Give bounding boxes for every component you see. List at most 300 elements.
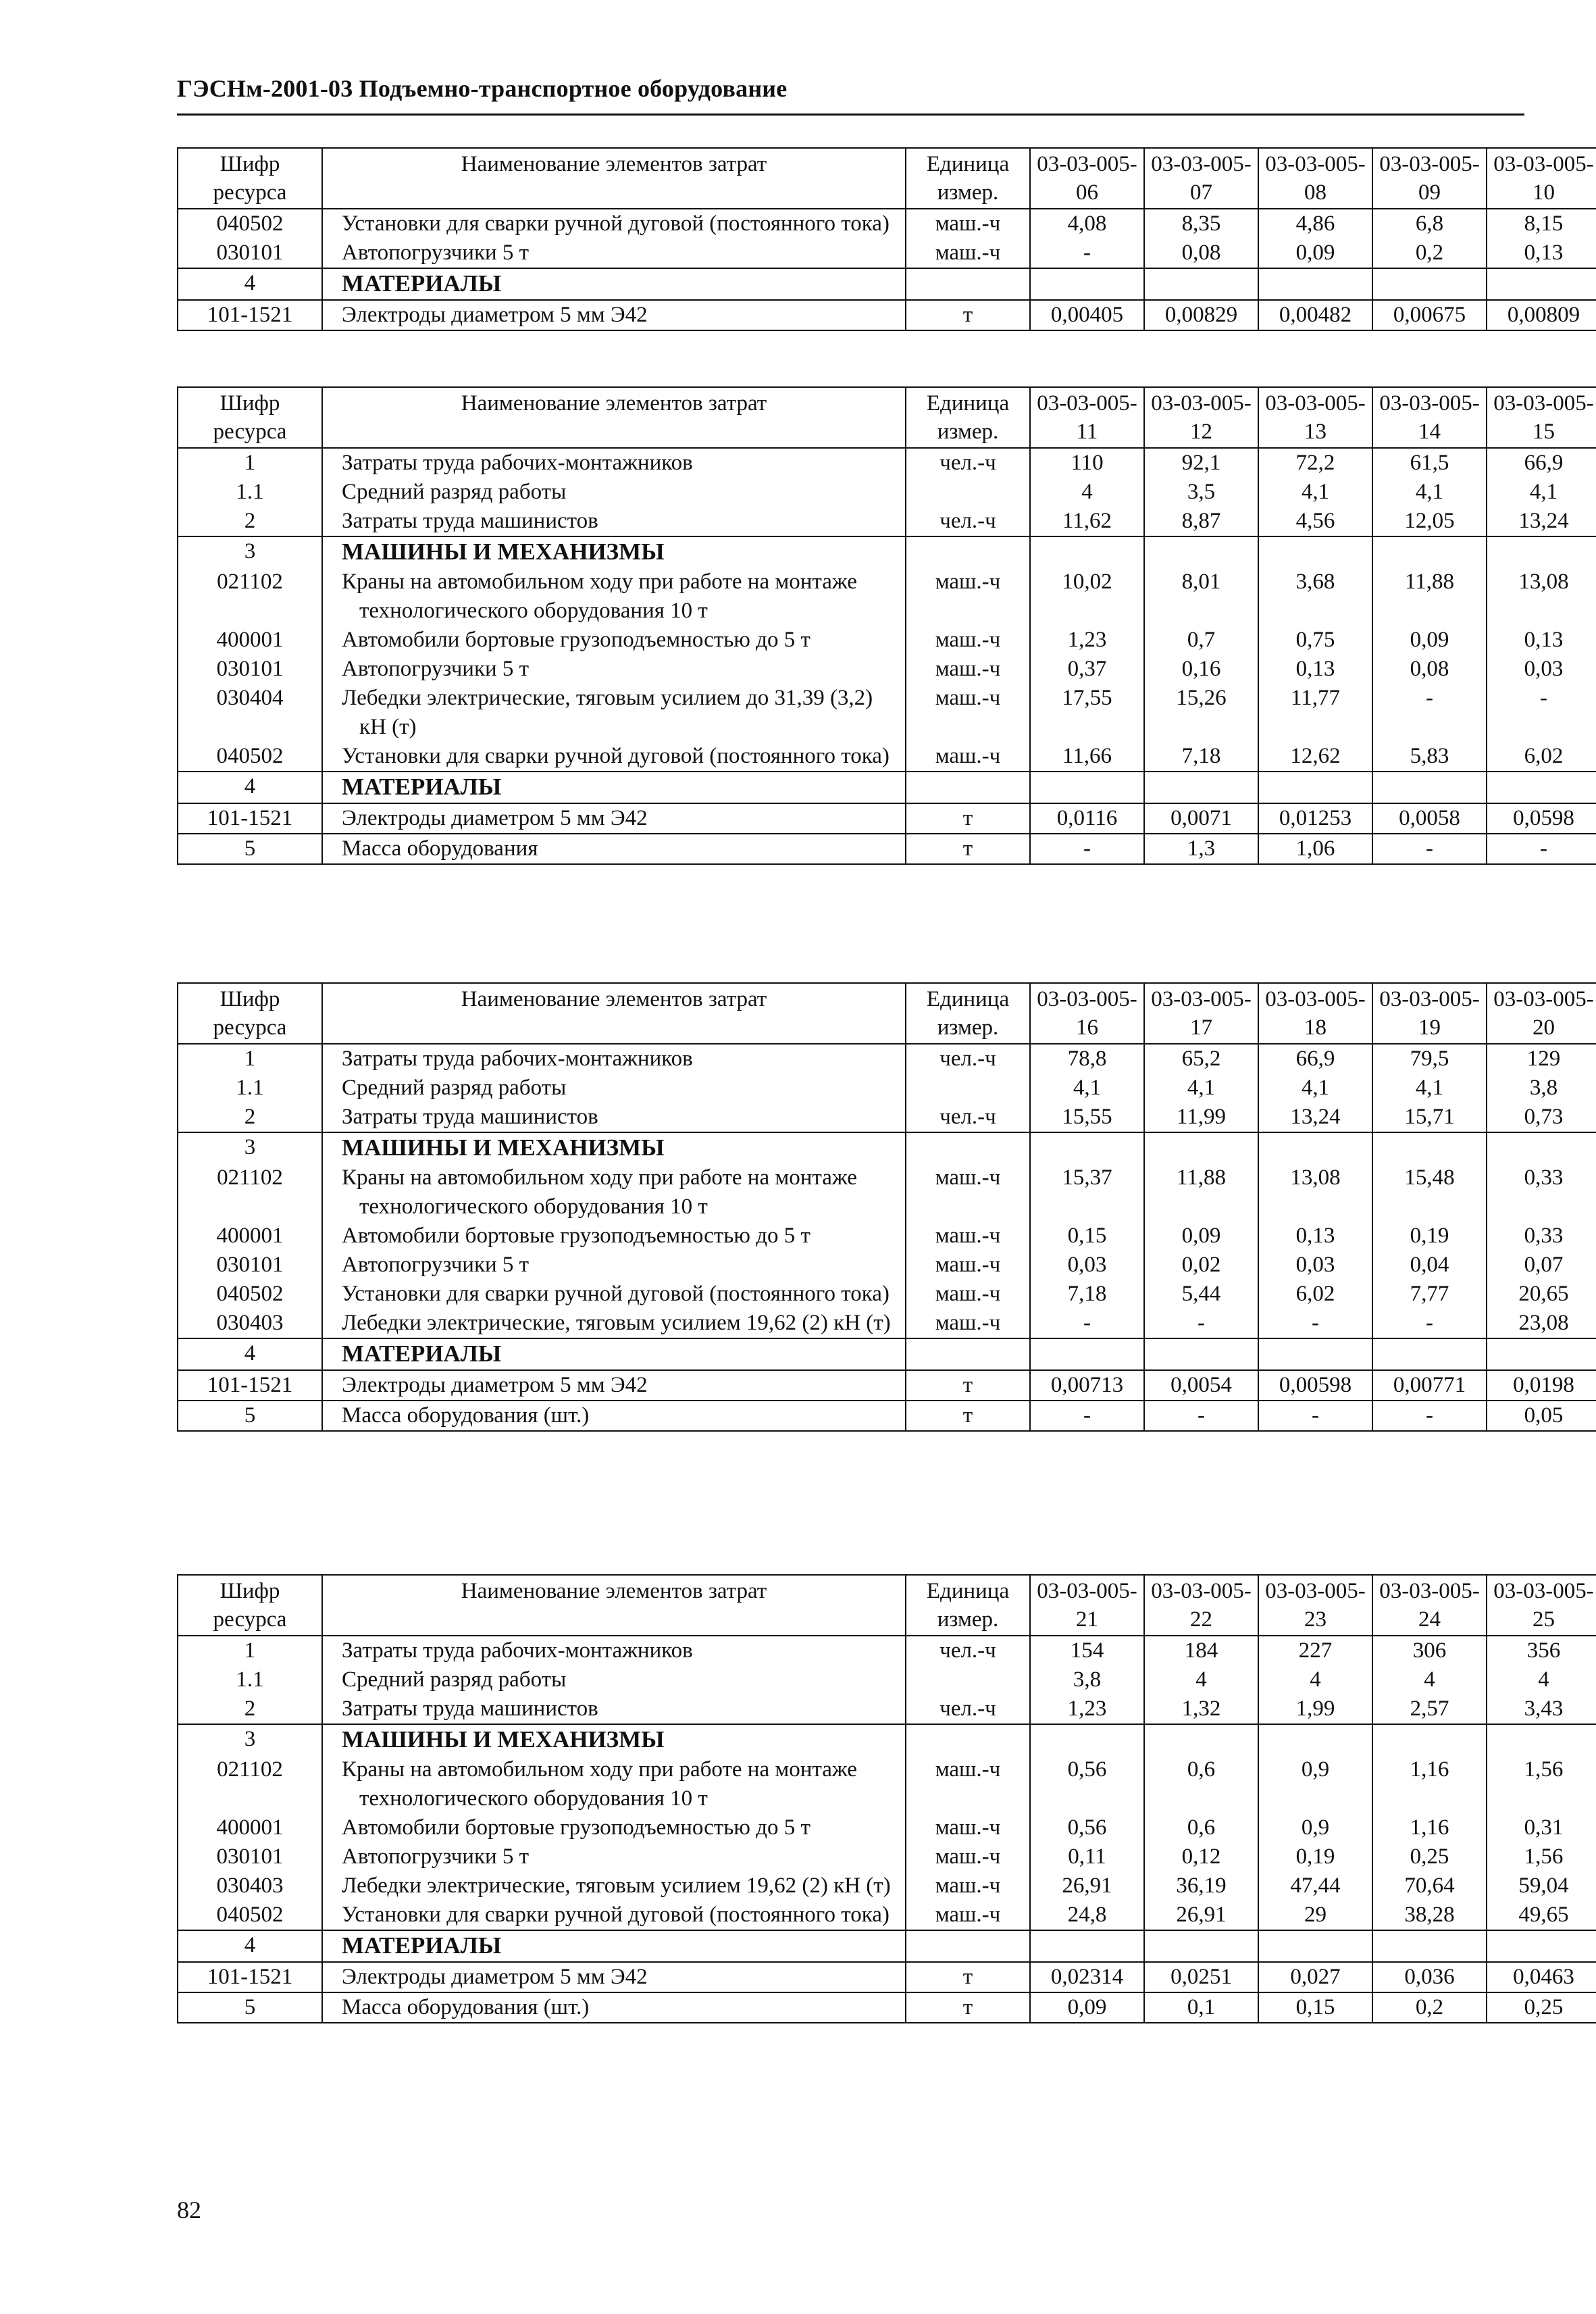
- norm-value: [1487, 536, 1596, 568]
- norm-value: 110: [1030, 448, 1144, 478]
- norm-value: 154: [1030, 1636, 1144, 1665]
- header-row: [178, 148, 1596, 209]
- norm-value: 3,8: [1030, 1665, 1144, 1694]
- cost-element-cell: [322, 1044, 906, 1074]
- norm-value: 23,08: [1487, 1309, 1596, 1338]
- norm-value: 15,37: [1030, 1163, 1144, 1222]
- norm-value: 356: [1487, 1636, 1596, 1665]
- cost-element-name: Лебедки электрические, тяговым усилием 19,62 (2) кН (т): [342, 1873, 891, 1898]
- header-norm-code: 03-03-005-23: [1258, 1575, 1372, 1636]
- norm-value: 4,56: [1258, 507, 1372, 536]
- table-row: [178, 1665, 1596, 1694]
- resource-code: 101-1521: [178, 1962, 322, 1992]
- norm-value: 0,19: [1372, 1222, 1487, 1251]
- norm-value: 4,1: [1372, 1074, 1487, 1103]
- unit-of-measure: маш.-ч: [906, 1871, 1030, 1901]
- cost-element-cell: [322, 1251, 906, 1280]
- header-norm-code: 03-03-005-20: [1487, 983, 1596, 1044]
- cost-element-name: Лебедки электрические, тяговым усилием 19,62 (2) кН (т): [342, 1311, 891, 1335]
- table-row: [178, 1871, 1596, 1901]
- resource-code: 021102: [178, 1755, 322, 1813]
- unit-of-measure: маш.-ч: [906, 209, 1030, 238]
- header-cost-elements: Наименование элементов затрат: [322, 148, 906, 209]
- resource-code: 030101: [178, 1251, 322, 1280]
- norm-value: 15,55: [1030, 1103, 1144, 1132]
- resource-code: 030403: [178, 1871, 322, 1901]
- resource-code: 030101: [178, 238, 322, 268]
- norm-value: [1372, 1132, 1487, 1163]
- resource-code: 5: [178, 834, 322, 864]
- norm-value: 0,036: [1372, 1962, 1487, 1992]
- resource-code: 3: [178, 1724, 322, 1755]
- section-row: [178, 1930, 1596, 1962]
- norm-value: -: [1030, 1401, 1144, 1431]
- cost-element-name: Средний разряд работы: [342, 1667, 567, 1692]
- table-row: [178, 1962, 1596, 1992]
- unit-of-measure: т: [906, 803, 1030, 834]
- norm-value: 2,57: [1372, 1694, 1487, 1724]
- norm-value: 0,15: [1030, 1222, 1144, 1251]
- cost-element-name: Масса оборудования: [342, 836, 538, 861]
- norm-table-4: [177, 1574, 1596, 2023]
- unit-of-measure: [906, 478, 1030, 507]
- table-body: [178, 1044, 1596, 1431]
- unit-of-measure: маш.-ч: [906, 1251, 1030, 1280]
- norm-value: 6,02: [1258, 1280, 1372, 1309]
- norm-value: [1372, 536, 1487, 568]
- norm-value: 12,62: [1258, 742, 1372, 772]
- unit-of-measure: чел.-ч: [906, 1103, 1030, 1132]
- section-title: МАТЕРИАЛЫ: [342, 270, 502, 297]
- cost-element-cell: [322, 1309, 906, 1338]
- unit-of-measure: т: [906, 300, 1030, 330]
- norm-value: 0,01253: [1258, 803, 1372, 834]
- norm-value: 0,03: [1258, 1251, 1372, 1280]
- section-title: МАШИНЫ И МЕХАНИЗМЫ: [342, 1726, 665, 1753]
- norm-value: 0,19: [1258, 1842, 1372, 1871]
- table-header: [178, 1575, 1596, 1636]
- norm-value: 0,2: [1372, 238, 1487, 268]
- norm-value: -: [1030, 834, 1144, 864]
- norm-value: 0,31: [1487, 1813, 1596, 1842]
- norm-value: 1,56: [1487, 1842, 1596, 1871]
- header-norm-code: 03-03-005-10: [1487, 148, 1596, 209]
- header-norm-code: 03-03-005-21: [1030, 1575, 1144, 1636]
- norm-value: 4: [1372, 1665, 1487, 1694]
- norm-value: 0,00809: [1487, 300, 1596, 330]
- cost-element-name: Автомобили бортовые грузоподъемностью до 5 т: [342, 628, 810, 652]
- page-header-title: ГЭСНм-2001-03 Подъемно-транспортное оборудование: [177, 75, 788, 102]
- norm-value: 3,43: [1487, 1694, 1596, 1724]
- cost-element-name: Затраты труда машинистов: [342, 509, 598, 533]
- unit-of-measure: [906, 772, 1030, 803]
- header-norm-code: 03-03-005-08: [1258, 148, 1372, 209]
- norm-value: 4,1: [1258, 1074, 1372, 1103]
- resource-code: 400001: [178, 1222, 322, 1251]
- unit-of-measure: [906, 536, 1030, 568]
- header-norm-code: 03-03-005-15: [1487, 387, 1596, 448]
- norm-table-1: [177, 147, 1596, 331]
- norm-value: 4,1: [1030, 1074, 1144, 1103]
- cost-element-name: Установки для сварки ручной дуговой (постоянного тока): [342, 211, 890, 236]
- header-row: [178, 983, 1596, 1044]
- norm-value: 7,77: [1372, 1280, 1487, 1309]
- norm-value: 0,08: [1144, 238, 1258, 268]
- cost-element-cell: [322, 1962, 906, 1992]
- norm-value: [1030, 536, 1144, 568]
- cost-element-name: Затраты труда рабочих-монтажников: [342, 1047, 693, 1071]
- header-norm-code: 03-03-005-22: [1144, 1575, 1258, 1636]
- unit-of-measure: маш.-ч: [906, 238, 1030, 268]
- unit-of-measure: т: [906, 1962, 1030, 1992]
- norm-value: [1030, 268, 1144, 300]
- norm-value: 0,0463: [1487, 1962, 1596, 1992]
- unit-of-measure: маш.-ч: [906, 1309, 1030, 1338]
- norm-value: 0,12: [1144, 1842, 1258, 1871]
- norm-value: [1372, 268, 1487, 300]
- cost-element-name: Масса оборудования (шт.): [342, 1403, 590, 1428]
- norm-value: 0,04: [1372, 1251, 1487, 1280]
- norm-value: 0,09: [1030, 1992, 1144, 2023]
- table-row: [178, 655, 1596, 684]
- unit-of-measure: т: [906, 1992, 1030, 2023]
- norm-value: [1144, 1338, 1258, 1370]
- unit-of-measure: маш.-ч: [906, 684, 1030, 742]
- unit-of-measure: чел.-ч: [906, 507, 1030, 536]
- norm-value: 11,77: [1258, 684, 1372, 742]
- norm-value: 1,56: [1487, 1755, 1596, 1813]
- header-unit: Единица измер.: [906, 148, 1030, 209]
- cost-element-name: Лебедки электрические, тяговым усилием до 31,39 (3,2) кН (т): [342, 686, 873, 739]
- cost-element-cell: [322, 1813, 906, 1842]
- norm-value: 0,11: [1030, 1842, 1144, 1871]
- norm-value: 13,08: [1487, 568, 1596, 626]
- cost-element-cell: [322, 1103, 906, 1132]
- cost-element-cell: [322, 536, 906, 568]
- resource-code: 021102: [178, 1163, 322, 1222]
- cost-element-cell: [322, 1901, 906, 1930]
- norm-value: [1144, 1930, 1258, 1962]
- header-cost-elements: Наименование элементов затрат: [322, 983, 906, 1044]
- norm-value: 4,1: [1487, 478, 1596, 507]
- norm-value: 78,8: [1030, 1044, 1144, 1074]
- norm-value: 306: [1372, 1636, 1487, 1665]
- cost-element-name: Автопогрузчики 5 т: [342, 241, 530, 265]
- norm-value: 0,0198: [1487, 1370, 1596, 1401]
- resource-code: 1: [178, 1636, 322, 1665]
- resource-code: 101-1521: [178, 300, 322, 330]
- norm-value: 11,88: [1372, 568, 1487, 626]
- unit-of-measure: [906, 1132, 1030, 1163]
- norm-value: -: [1487, 684, 1596, 742]
- cost-element-cell: [322, 1930, 906, 1962]
- table-body: [178, 209, 1596, 330]
- resource-code: 030404: [178, 684, 322, 742]
- norm-value: 92,1: [1144, 448, 1258, 478]
- norm-value: 66,9: [1258, 1044, 1372, 1074]
- cost-element-name: Затраты труда рабочих-монтажников: [342, 1638, 693, 1663]
- norm-value: [1258, 772, 1372, 803]
- cost-element-cell: [322, 478, 906, 507]
- norm-value: [1030, 1338, 1144, 1370]
- cost-element-cell: [322, 568, 906, 626]
- table-header: [178, 387, 1596, 448]
- norm-value: [1258, 268, 1372, 300]
- resource-code: 1.1: [178, 1665, 322, 1694]
- norm-value: 1,3: [1144, 834, 1258, 864]
- header-norm-code: 03-03-005-25: [1487, 1575, 1596, 1636]
- resource-code: 1: [178, 448, 322, 478]
- header-norm-code: 03-03-005-12: [1144, 387, 1258, 448]
- table-row: [178, 507, 1596, 536]
- unit-of-measure: чел.-ч: [906, 1044, 1030, 1074]
- table-header: [178, 148, 1596, 209]
- cost-element-name: Краны на автомобильном ходу при работе на монтаже технологического оборудования 10 т: [342, 1757, 857, 1811]
- norm-value: 0,08: [1372, 655, 1487, 684]
- unit-of-measure: маш.-ч: [906, 568, 1030, 626]
- table-header: [178, 983, 1596, 1044]
- norm-value: 13,24: [1258, 1103, 1372, 1132]
- norm-value: 0,02: [1144, 1251, 1258, 1280]
- norm-value: [1258, 1338, 1372, 1370]
- cost-element-cell: [322, 1163, 906, 1222]
- resource-code: 5: [178, 1401, 322, 1431]
- table-row: [178, 1222, 1596, 1251]
- norm-value: 15,26: [1144, 684, 1258, 742]
- cost-element-name: Установки для сварки ручной дуговой (постоянного тока): [342, 744, 890, 768]
- unit-of-measure: маш.-ч: [906, 1901, 1030, 1930]
- norm-value: 0,02314: [1030, 1962, 1144, 1992]
- table-row: [178, 803, 1596, 834]
- table-row: [178, 300, 1596, 330]
- norm-value: 0,7: [1144, 626, 1258, 655]
- table-row: [178, 1309, 1596, 1338]
- norm-value: 0,03: [1487, 655, 1596, 684]
- norm-value: 4: [1487, 1665, 1596, 1694]
- norm-value: -: [1487, 834, 1596, 864]
- norm-value: 29: [1258, 1901, 1372, 1930]
- norm-value: 4: [1144, 1665, 1258, 1694]
- table-body: [178, 448, 1596, 864]
- norm-value: 15,71: [1372, 1103, 1487, 1132]
- norm-value: 47,44: [1258, 1871, 1372, 1901]
- norm-value: [1258, 1132, 1372, 1163]
- header-norm-code: 03-03-005-16: [1030, 983, 1144, 1044]
- norm-value: 184: [1144, 1636, 1258, 1665]
- norm-value: [1487, 268, 1596, 300]
- norm-value: 0,9: [1258, 1755, 1372, 1813]
- norm-value: 0,6: [1144, 1813, 1258, 1842]
- cost-element-name: Установки для сварки ручной дуговой (постоянного тока): [342, 1903, 890, 1927]
- table-row: [178, 1401, 1596, 1431]
- norm-value: [1258, 1930, 1372, 1962]
- cost-element-cell: [322, 209, 906, 238]
- unit-of-measure: маш.-ч: [906, 1755, 1030, 1813]
- resource-code: 4: [178, 268, 322, 300]
- norm-value: -: [1372, 834, 1487, 864]
- table-row: [178, 1074, 1596, 1103]
- table-row: [178, 626, 1596, 655]
- header-divider: [177, 114, 1524, 116]
- norm-value: 0,00405: [1030, 300, 1144, 330]
- norm-value: 36,19: [1144, 1871, 1258, 1901]
- unit-of-measure: чел.-ч: [906, 1636, 1030, 1665]
- table-row: [178, 238, 1596, 268]
- norm-value: 0,0116: [1030, 803, 1144, 834]
- header-row: [178, 387, 1596, 448]
- norm-value: 3,8: [1487, 1074, 1596, 1103]
- resource-code: 400001: [178, 626, 322, 655]
- norm-value: 38,28: [1372, 1901, 1487, 1930]
- norm-value: 49,65: [1487, 1901, 1596, 1930]
- section-row: [178, 772, 1596, 803]
- norm-value: -: [1030, 1309, 1144, 1338]
- norm-value: 4: [1258, 1665, 1372, 1694]
- norm-value: [1144, 1724, 1258, 1755]
- unit-of-measure: [906, 268, 1030, 300]
- header-unit: Единица измер.: [906, 387, 1030, 448]
- norm-value: 0,00482: [1258, 300, 1372, 330]
- norm-value: [1144, 268, 1258, 300]
- cost-element-cell: [322, 1132, 906, 1163]
- cost-element-cell: [322, 1724, 906, 1755]
- cost-element-name: Краны на автомобильном ходу при работе на монтаже технологического оборудования 10 т: [342, 570, 857, 623]
- norm-value: 11,62: [1030, 507, 1144, 536]
- cost-element-cell: [322, 448, 906, 478]
- norm-value: [1372, 1338, 1487, 1370]
- norm-value: 0,15: [1258, 1992, 1372, 2023]
- resource-code: 1: [178, 1044, 322, 1074]
- cost-element-cell: [322, 655, 906, 684]
- norm-value: 0,75: [1258, 626, 1372, 655]
- header-norm-code: 03-03-005-09: [1372, 148, 1487, 209]
- unit-of-measure: [906, 1930, 1030, 1962]
- table-row: [178, 1280, 1596, 1309]
- norm-value: 72,2: [1258, 448, 1372, 478]
- norm-value: 8,01: [1144, 568, 1258, 626]
- norm-value: 15,48: [1372, 1163, 1487, 1222]
- unit-of-measure: т: [906, 834, 1030, 864]
- norm-value: [1372, 1724, 1487, 1755]
- page-number: 82: [177, 2196, 201, 2223]
- table-row: [178, 834, 1596, 864]
- norm-value: 24,8: [1030, 1901, 1144, 1930]
- norm-value: [1258, 1724, 1372, 1755]
- norm-value: [1030, 1724, 1144, 1755]
- unit-of-measure: маш.-ч: [906, 626, 1030, 655]
- cost-element-name: Средний разряд работы: [342, 480, 567, 504]
- norm-value: 11,99: [1144, 1103, 1258, 1132]
- norm-value: [1030, 772, 1144, 803]
- cost-element-name: Автопогрузчики 5 т: [342, 1253, 530, 1277]
- norm-value: 0,25: [1487, 1992, 1596, 2023]
- table-body: [178, 1636, 1596, 2023]
- resource-code: 3: [178, 1132, 322, 1163]
- cost-element-name: Средний разряд работы: [342, 1076, 567, 1100]
- norm-value: 6,8: [1372, 209, 1487, 238]
- table-row: [178, 1755, 1596, 1813]
- header-norm-code: 03-03-005-17: [1144, 983, 1258, 1044]
- norm-value: -: [1372, 1401, 1487, 1431]
- cost-element-name: Масса оборудования (шт.): [342, 1995, 590, 2019]
- table-row: [178, 568, 1596, 626]
- header-resource-code: Шифр ресурса: [178, 387, 322, 448]
- unit-of-measure: маш.-ч: [906, 1163, 1030, 1222]
- norm-value: 129: [1487, 1044, 1596, 1074]
- norm-value: 4,08: [1030, 209, 1144, 238]
- table-row: [178, 1251, 1596, 1280]
- cost-element-cell: [322, 1401, 906, 1431]
- unit-of-measure: маш.-ч: [906, 742, 1030, 772]
- table-row: [178, 1694, 1596, 1724]
- unit-of-measure: чел.-ч: [906, 1694, 1030, 1724]
- header-norm-code: 03-03-005-07: [1144, 148, 1258, 209]
- cost-element-name: Краны на автомобильном ходу при работе на монтаже технологического оборудования 10 т: [342, 1165, 857, 1219]
- resource-code: 4: [178, 772, 322, 803]
- norm-value: 0,13: [1487, 626, 1596, 655]
- norm-value: 0,6: [1144, 1755, 1258, 1813]
- norm-value: 4,86: [1258, 209, 1372, 238]
- unit-of-measure: [906, 1074, 1030, 1103]
- norm-value: 8,87: [1144, 507, 1258, 536]
- header-norm-code: 03-03-005-18: [1258, 983, 1372, 1044]
- cost-element-cell: [322, 1871, 906, 1901]
- norm-value: 4,1: [1258, 478, 1372, 507]
- resource-code: 030403: [178, 1309, 322, 1338]
- norm-value: 61,5: [1372, 448, 1487, 478]
- section-row: [178, 1338, 1596, 1370]
- norm-value: 0,00713: [1030, 1370, 1144, 1401]
- norm-value: 13,08: [1258, 1163, 1372, 1222]
- norm-value: 1,32: [1144, 1694, 1258, 1724]
- norm-value: 227: [1258, 1636, 1372, 1665]
- header-norm-code: 03-03-005-14: [1372, 387, 1487, 448]
- resource-code: 040502: [178, 1901, 322, 1930]
- table-row: [178, 1901, 1596, 1930]
- cost-element-cell: [322, 1755, 906, 1813]
- cost-element-cell: [322, 1636, 906, 1665]
- resource-code: 101-1521: [178, 1370, 322, 1401]
- unit-of-measure: маш.-ч: [906, 655, 1030, 684]
- norm-value: 1,16: [1372, 1813, 1487, 1842]
- norm-value: [1487, 772, 1596, 803]
- cost-element-cell: [322, 1992, 906, 2023]
- norm-value: 10,02: [1030, 568, 1144, 626]
- table-row: [178, 1370, 1596, 1401]
- norm-value: 0,33: [1487, 1222, 1596, 1251]
- resource-code: 5: [178, 1992, 322, 2023]
- norm-value: -: [1372, 684, 1487, 742]
- header-norm-code: 03-03-005-11: [1030, 387, 1144, 448]
- header-unit: Единица измер.: [906, 983, 1030, 1044]
- norm-value: [1144, 536, 1258, 568]
- norm-table-2: [177, 386, 1596, 865]
- resource-code: 040502: [178, 742, 322, 772]
- resource-code: 021102: [178, 568, 322, 626]
- unit-of-measure: [906, 1724, 1030, 1755]
- norm-value: 0,03: [1030, 1251, 1144, 1280]
- norm-value: 0,0054: [1144, 1370, 1258, 1401]
- header-row: [178, 1575, 1596, 1636]
- header-cost-elements: Наименование элементов затрат: [322, 387, 906, 448]
- norm-value: 4,1: [1372, 478, 1487, 507]
- norm-value: 11,88: [1144, 1163, 1258, 1222]
- header-cost-elements: Наименование элементов затрат: [322, 1575, 906, 1636]
- norm-value: 0,13: [1258, 1222, 1372, 1251]
- norm-value: 3,5: [1144, 478, 1258, 507]
- norm-value: 1,99: [1258, 1694, 1372, 1724]
- section-title: МАШИНЫ И МЕХАНИЗМЫ: [342, 1134, 665, 1161]
